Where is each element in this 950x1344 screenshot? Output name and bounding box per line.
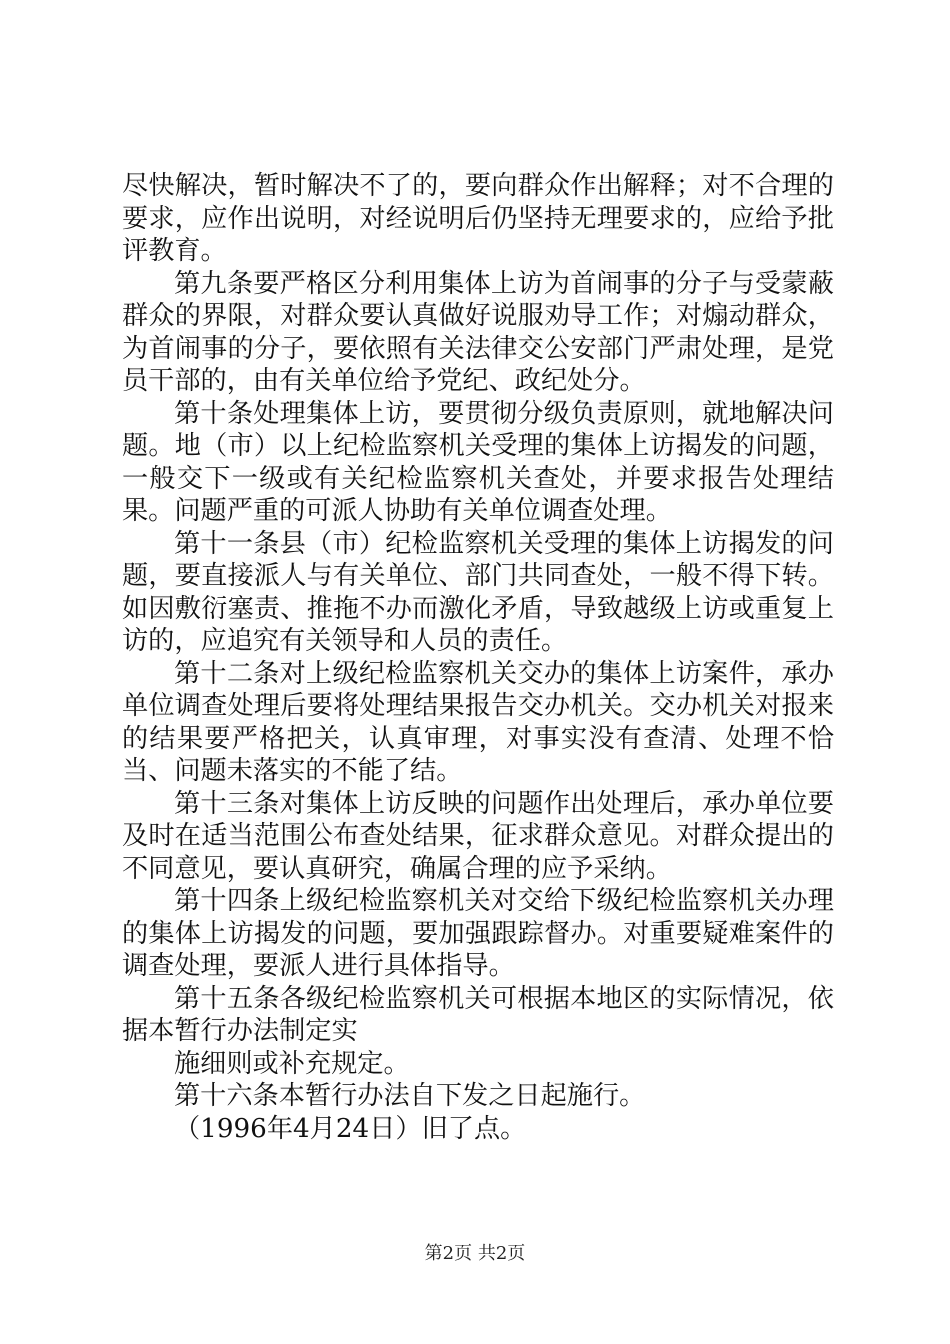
paragraph-article-13: 第十三条对集体上访反映的问题作出处理后，承办单位要及时在适当范围公布查处结果，征求群众意见。对群众提出的不同意见，要认真研究，确属合理的应予采纳。 — [122, 788, 834, 884]
paragraph-article-15: 第十五条各级纪检监察机关可根据本地区的实际情况，依据本暂行办法制定实 — [122, 983, 834, 1046]
paragraph-article-15-continued: 施细则或补充规定。 — [174, 1048, 410, 1079]
paragraph-article-12: 第十二条对上级纪检监察机关交办的集体上访案件，承办单位调查处理后要将处理结果报告交办机关。交办机关对报来的结果要严格把关，认真审理，对事实没有查清、处理不恰当、问题未落实的不能了结。 — [122, 658, 834, 786]
document-body — [122, 170, 834, 1145]
paragraph-continued: 尽快解决，暂时解决不了的，要向群众作出解释；对不合理的要求，应作出说明，对经说明后仍坚持无理要求的，应给予批评教育。 — [122, 171, 834, 266]
paragraph-article-14: 第十四条上级纪检监察机关对交给下级纪检监察机关办理的集体上访揭发的问题，要加强跟踪督办。对重要疑难案件的调查处理，要派人进行具体指导。 — [122, 886, 834, 981]
paragraph-article-9: 第九条要严格区分利用集体上访为首闹事的分子与受蒙蔽群众的界限，对群众要认真做好说服劝导工作；对煽动群众，为首闹事的分子，要依照有关法律交公安部门严肃处理，是党员干部的，由有关单位给予党纪、政纪处分。 — [122, 268, 834, 396]
page-number: 第2页 共2页 — [424, 1243, 526, 1264]
page-footer — [0, 1242, 950, 1266]
paragraph-article-11: 第十一条县（市）纪检监察机关受理的集体上访揭发的问题，要直接派人与有关单位、部门共同查处，一般不得下转。如因敷衍塞责、推拖不办而激化矛盾，导致越级上访或重复上访的，应追究有关领导和人员的责任。 — [122, 528, 834, 656]
paragraph-date: （1996年4月24日）旧了点。 — [174, 1113, 527, 1144]
paragraph-article-10: 第十条处理集体上访，要贯彻分级负责原则，就地解决问题。地（市）以上纪检监察机关受理的集体上访揭发的问题，一般交下一级或有关纪检监察机关查处，并要求报告处理结果。问题严重的可派人协助有关单位调查处理。 — [122, 398, 834, 526]
paragraph-article-16: 第十六条本暂行办法自下发之日起施行。 — [174, 1081, 646, 1111]
